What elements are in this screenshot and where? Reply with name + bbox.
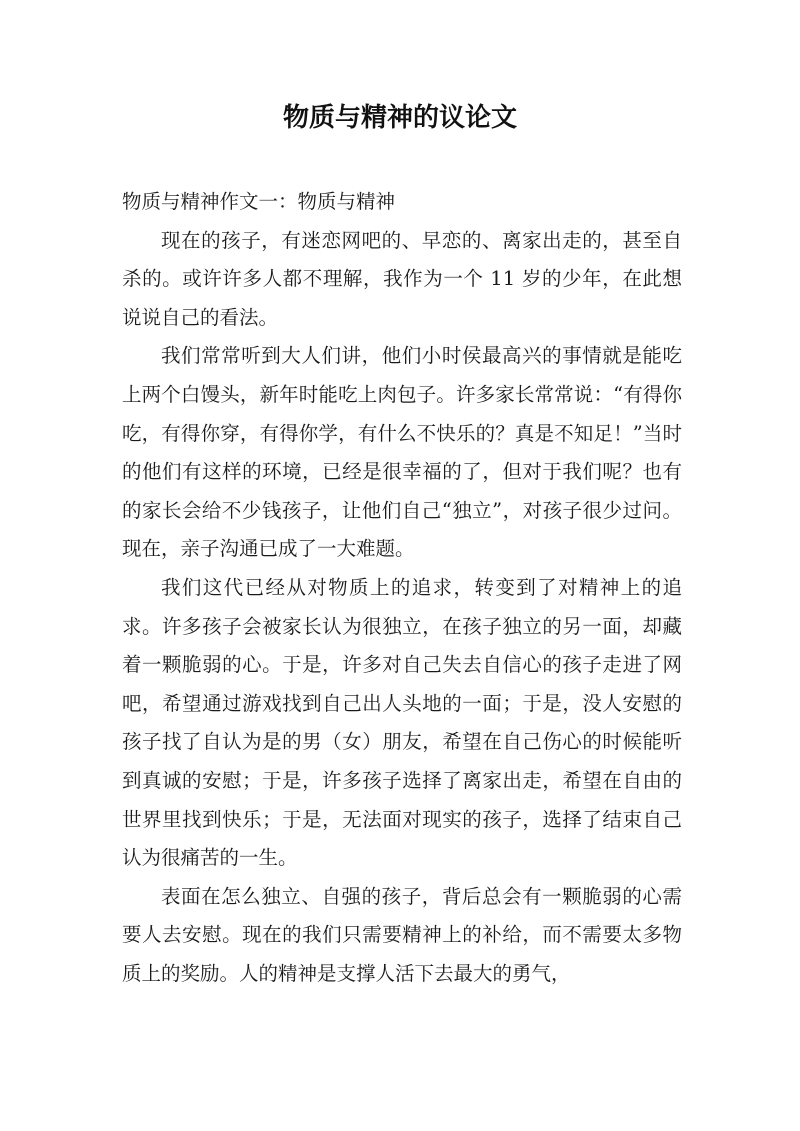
document-title: 物质与精神的议论文 <box>282 103 517 133</box>
paragraph-1: 现在的孩子，有迷恋网吧的、早恋的、离家出走的，甚至自杀的。或许许多人都不理解，我作为一个 11 岁的少年，在此想说说自己的看法。 <box>122 228 682 329</box>
document-body <box>122 183 682 993</box>
document-subtitle: 物质与精神作文一：物质与精神 <box>122 190 396 213</box>
paragraph-3: 我们这代已经从对物质上的追求，转变到了对精神上的追求。许多孩子会被家长认为很独立，在孩子独立的另一面，却藏着一颗脆弱的心。于是，许多对自己失去自信心的孩子走进了网吧，希望通过游戏找到自己出人头地的一面；于是，没人安慰的孩子找了自认为是的男（女）朋友，希望在自己伤心的时候能听到真诚的安慰；于是，许多孩子选择了离家出走，希望在自由的世界里找到快乐；于是，无法面对现实的孩子，选择了结束自己认为很痛苦的一生。 <box>122 575 682 870</box>
paragraph-4: 表面在怎么独立、自强的孩子，背后总会有一颗脆弱的心需要人去安慰。现在的我们只需要精神上的补给，而不需要太多物质上的奖励。人的精神是支撑人活下去最大的勇气， <box>122 884 682 985</box>
paragraph-2: 我们常常听到大人们讲，他们小时侯最高兴的事情就是能吃上两个白馒头，新年时能吃上肉包子。许多家长常常说：“有得你吃，有得你穿，有得你学，有什么不快乐的？真是不知足！”当时的他们有这样的环境，已经是很幸福的了，但对于我们呢？也有的家长会给不少钱孩子，让他们自己“独立”，对孩子很少过问。现在，亲子沟通已成了一大难题。 <box>122 344 682 561</box>
